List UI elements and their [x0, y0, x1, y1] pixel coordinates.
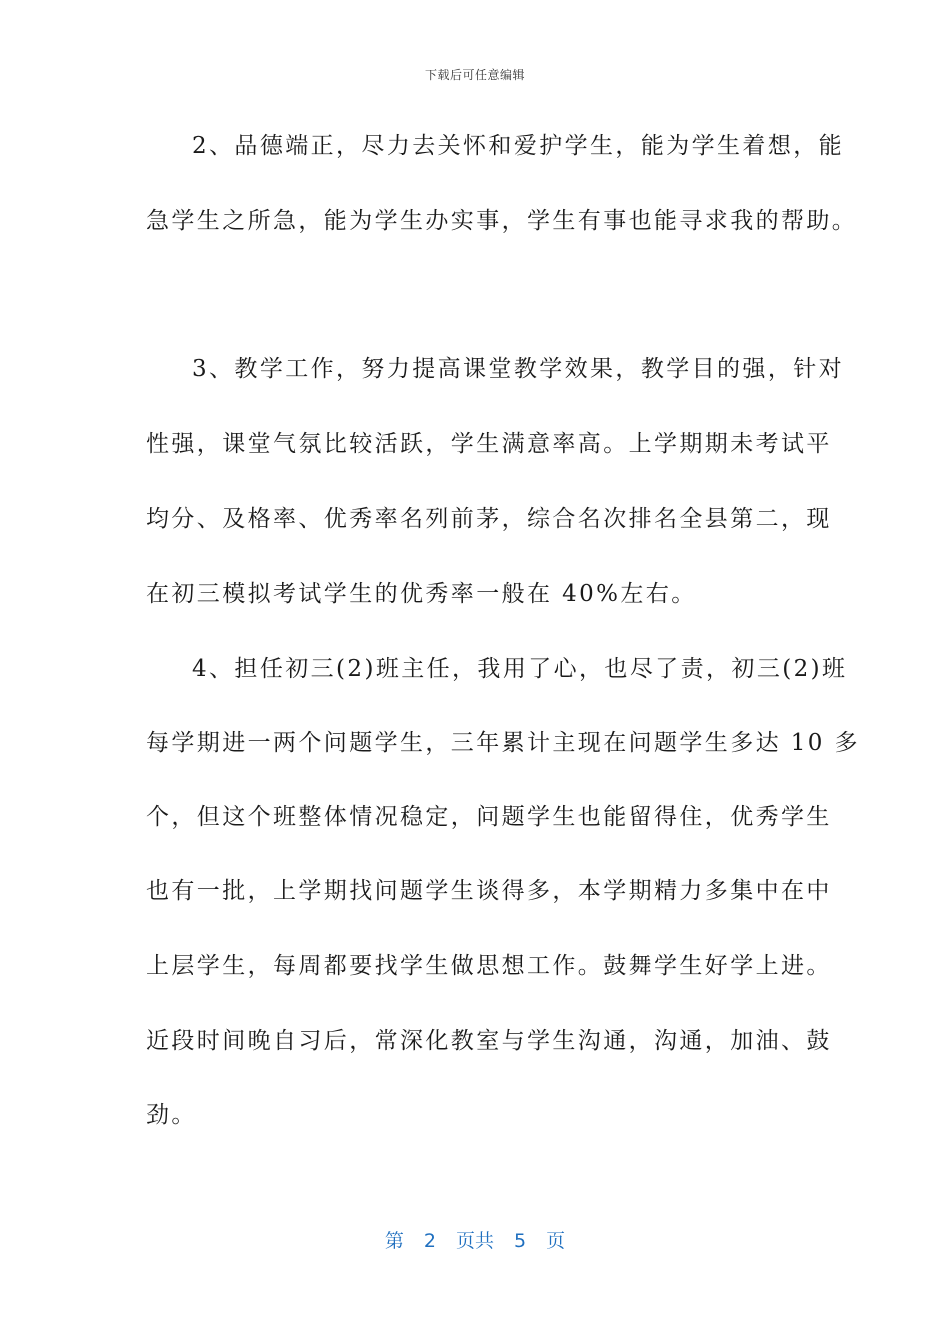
- paragraph-3-line-2: 性强，课堂气氛比较活跃，学生满意率高。上学期期未考试平: [146, 431, 832, 457]
- footer-suffix: 页: [546, 1230, 566, 1252]
- footer-middle: 页共: [455, 1230, 494, 1252]
- paragraph-2-line-1: 2、品德端正，尽力去关怀和爱护学生，能为学生着想，能: [192, 133, 845, 159]
- paragraph-4-line-7: 劲。: [146, 1102, 197, 1128]
- footer-prefix: 第: [384, 1230, 404, 1252]
- paragraph-3-line-1: 3、教学工作，努力提高课堂教学效果，教学目的强，针对: [192, 356, 845, 382]
- footer-current-page: 2: [423, 1230, 436, 1252]
- footer-total-pages: 5: [514, 1230, 527, 1252]
- paragraph-4-line-4: 也有一批，上学期找问题学生谈得多，本学期精力多集中在中: [146, 878, 832, 904]
- paragraph-2-line-2: 急学生之所急，能为学生办实事，学生有事也能寻求我的帮助。: [146, 208, 858, 234]
- paragraph-4-line-2: 每学期进一两个问题学生，三年累计主现在问题学生多达 10 多: [146, 730, 860, 756]
- paragraph-4-line-5: 上层学生，每周都要找学生做思想工作。鼓舞学生好学上进。: [146, 953, 832, 979]
- paragraph-3-line-3: 均分、及格率、优秀率名列前茅，综合名次排名全县第二，现: [146, 506, 832, 532]
- paragraph-4-line-3: 个，但这个班整体情况稳定，问题学生也能留得住，优秀学生: [146, 804, 832, 830]
- page-number-footer: [0, 1226, 950, 1253]
- paragraph-3-line-4: 在初三模拟考试学生的优秀率一般在 40%左右。: [146, 581, 697, 607]
- paragraph-4-line-1: 4、担任初三(2)班主任，我用了心，也尽了责，初三(2)班: [192, 656, 848, 682]
- page-header-note: 下载后可任意编辑: [424, 68, 525, 82]
- paragraph-4-line-6: 近段时间晚自习后，常深化教室与学生沟通，沟通，加油、鼓: [146, 1028, 832, 1054]
